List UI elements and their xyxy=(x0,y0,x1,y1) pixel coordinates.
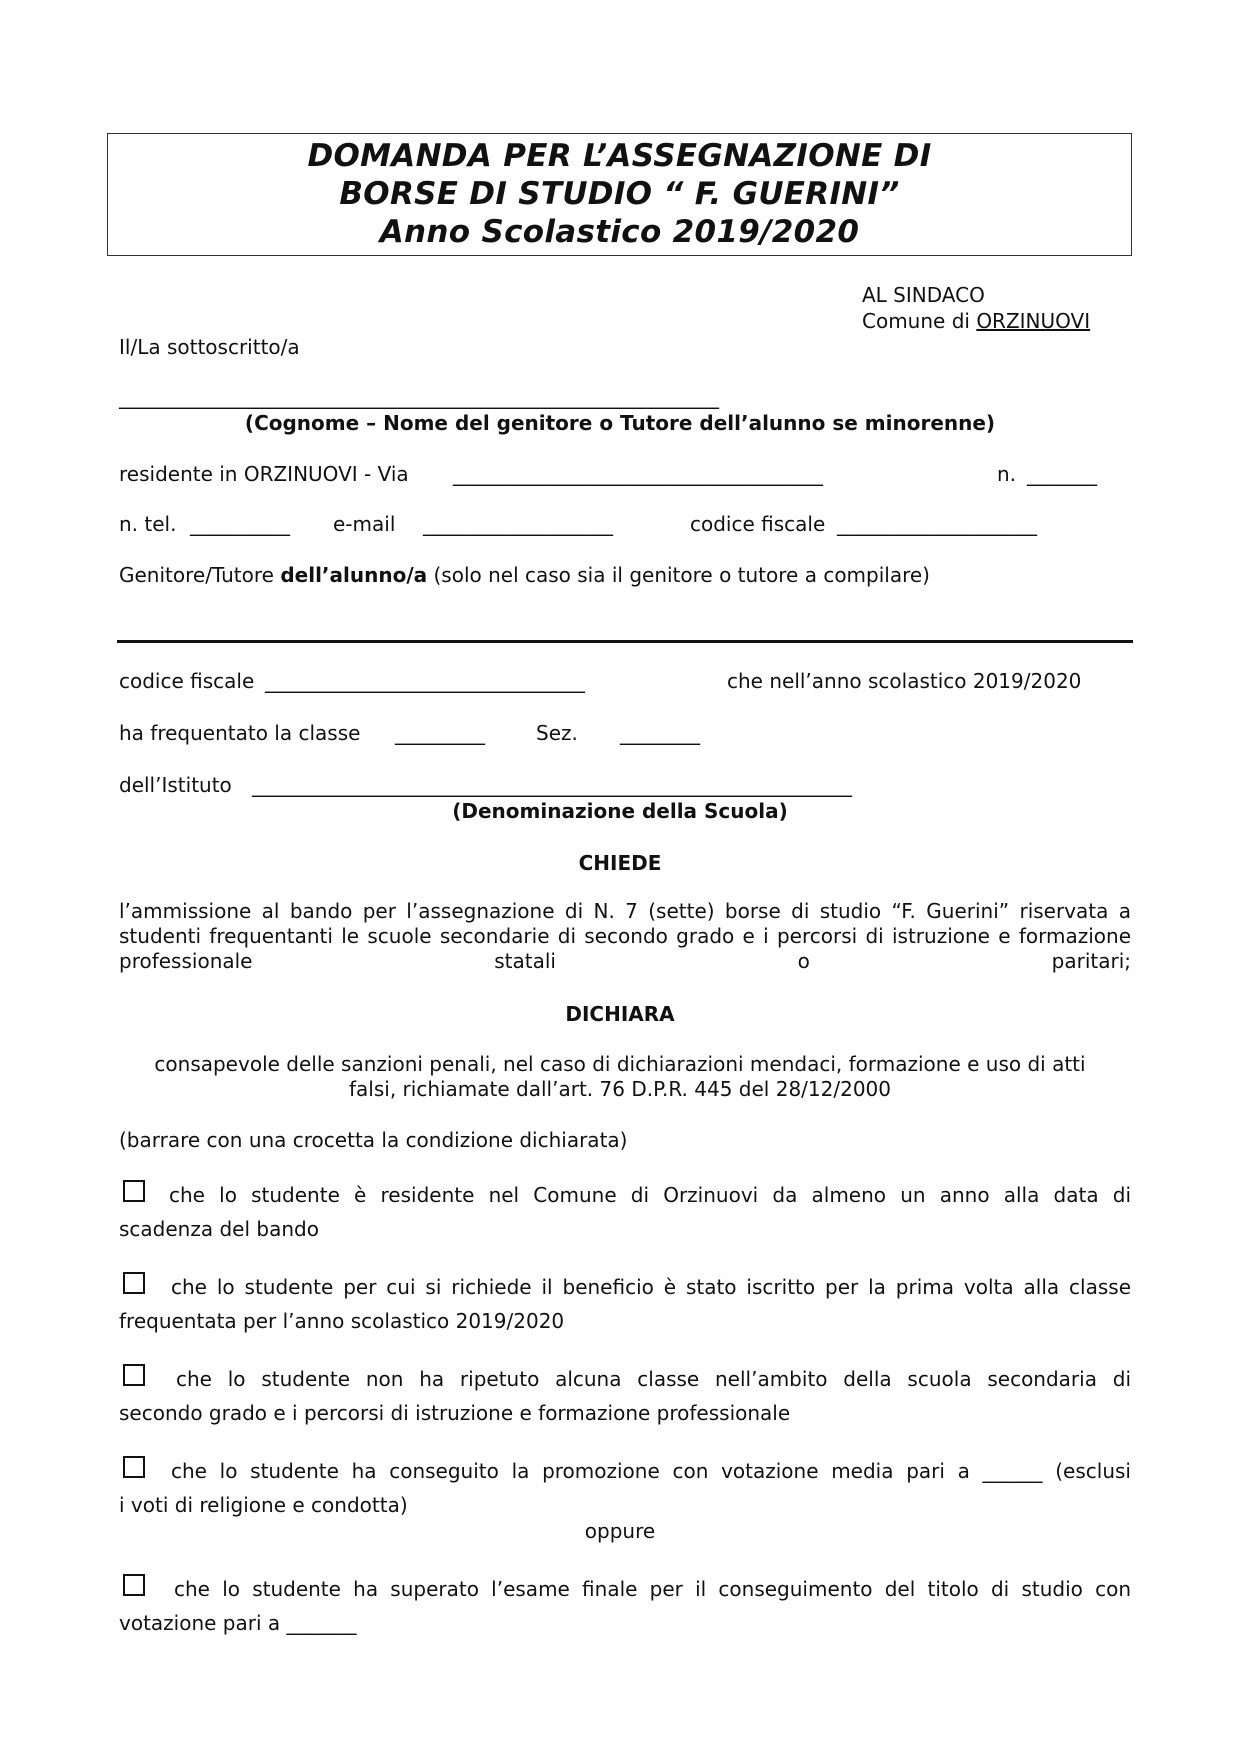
title-box xyxy=(107,133,1132,256)
email-blank[interactable]: ___________________ xyxy=(423,512,613,536)
section-blank[interactable]: ________ xyxy=(620,721,700,745)
applicant-intro: Il/La sottoscritto/a xyxy=(119,335,300,359)
email-label: e-mail xyxy=(333,512,396,536)
declaration-line-2: falsi, richiamate dall’art. 76 D.P.R. 445 del 28/12/2000 xyxy=(349,1077,891,1101)
class-blank[interactable]: _________ xyxy=(395,721,485,745)
declaration-heading: DICHIARA xyxy=(565,1002,675,1026)
number-blank[interactable]: _______ xyxy=(1027,462,1097,486)
recipient-town: ORZINUOVI xyxy=(976,309,1091,333)
applicant-fiscal-label: codice fiscale xyxy=(690,512,826,536)
section-label: Sez. xyxy=(536,721,578,745)
applicant-name-blank[interactable]: ____________________________________________________________ xyxy=(119,385,719,409)
student-name-line[interactable] xyxy=(117,640,1133,643)
option-1-line-2: scadenza del bando xyxy=(119,1217,319,1241)
checkbox-first-enrollment[interactable] xyxy=(123,1272,145,1294)
guardian-bold: dell’alunno/a xyxy=(280,563,428,587)
option-2-line-2: frequentata per l’anno scolastico 2019/2020 xyxy=(119,1309,565,1333)
student-fiscal-label: codice fiscale xyxy=(119,669,255,693)
guardian-suffix: (solo nel caso sia il genitore o tutore a compilare) xyxy=(427,563,930,587)
recipient-prefix: Comune di xyxy=(862,309,977,333)
phone-blank[interactable]: __________ xyxy=(190,512,290,536)
option-4-line-1: che lo studente ha conseguito la promozione con votazione media pari a ______ (esclusi xyxy=(171,1459,1131,1483)
student-fiscal-blank[interactable]: ________________________________ xyxy=(265,669,585,693)
declaration-instruction: (barrare con una crocetta la condizione dichiarata) xyxy=(119,1128,628,1152)
guardian-line xyxy=(119,563,930,587)
applicant-name-caption: (Cognome – Nome del genitore o Tutore dell’alunno se minorenne) xyxy=(244,411,996,435)
request-heading: CHIEDE xyxy=(578,851,662,875)
declaration-line-1: consapevole delle sanzioni penali, nel caso di dichiarazioni mendaci, formazione e uso di atti xyxy=(154,1052,1086,1076)
checkbox-promotion[interactable] xyxy=(123,1456,145,1478)
checkbox-no-repeat[interactable] xyxy=(123,1364,145,1386)
option-5-line-1: che lo studente ha superato l’esame finale per il conseguimento del titolo di studio con xyxy=(174,1577,1131,1601)
option-3-line-2: secondo grado e i percorsi di istruzione e formazione professionale xyxy=(119,1401,791,1425)
number-label: n. xyxy=(997,462,1017,486)
checkbox-residence[interactable] xyxy=(123,1180,145,1202)
recipient-line-2 xyxy=(862,309,1090,333)
title-line-3: Anno Scolastico 2019/2020 xyxy=(379,214,860,250)
institute-blank[interactable]: ____________________________________________________________ xyxy=(252,773,852,797)
applicant-fiscal-blank[interactable]: ____________________ xyxy=(837,512,1037,536)
option-3-line-1: che lo studente non ha ripetuto alcuna classe nell’ambito della scuola secondaria di xyxy=(176,1367,1131,1391)
phone-label: n. tel. xyxy=(119,512,177,536)
residence-label: residente in ORZINUOVI - Via xyxy=(119,462,409,486)
alternative-oppure: oppure xyxy=(584,1519,656,1543)
option-4-line-2: i voti di religione e condotta) xyxy=(119,1493,408,1517)
title-line-2: BORSE DI STUDIO “ F. GUERINI” xyxy=(339,176,900,212)
institute-label: dell’Istituto xyxy=(119,773,232,797)
guardian-prefix: Genitore/Tutore xyxy=(119,563,281,587)
street-blank[interactable]: _____________________________________ xyxy=(453,462,823,486)
institute-caption: (Denominazione della Scuola) xyxy=(452,799,788,823)
title-line-1: DOMANDA PER L’ASSEGNAZIONE DI xyxy=(307,138,932,174)
checkbox-final-exam[interactable] xyxy=(123,1574,145,1596)
school-year-text: che nell’anno scolastico 2019/2020 xyxy=(727,669,1082,693)
class-label: ha frequentato la classe xyxy=(119,721,361,745)
option-1-line-1: che lo studente è residente nel Comune di Orzinuovi da almeno un anno alla data di xyxy=(169,1183,1131,1207)
request-text: l’ammissione al bando per l’assegnazione di N. 7 (sette) borse di studio “F. Guerini” riservata a studenti frequentanti le scuole secondarie di secondo grado e i percorsi di istruzione e formazione professionale statali o paritari; xyxy=(119,899,1131,973)
option-5-line-2: votazione pari a _______ xyxy=(119,1611,357,1635)
recipient-line-1: AL SINDACO xyxy=(862,283,985,307)
option-2-line-1: che lo studente per cui si richiede il beneficio è stato iscritto per la prima volta alla classe xyxy=(171,1275,1131,1299)
